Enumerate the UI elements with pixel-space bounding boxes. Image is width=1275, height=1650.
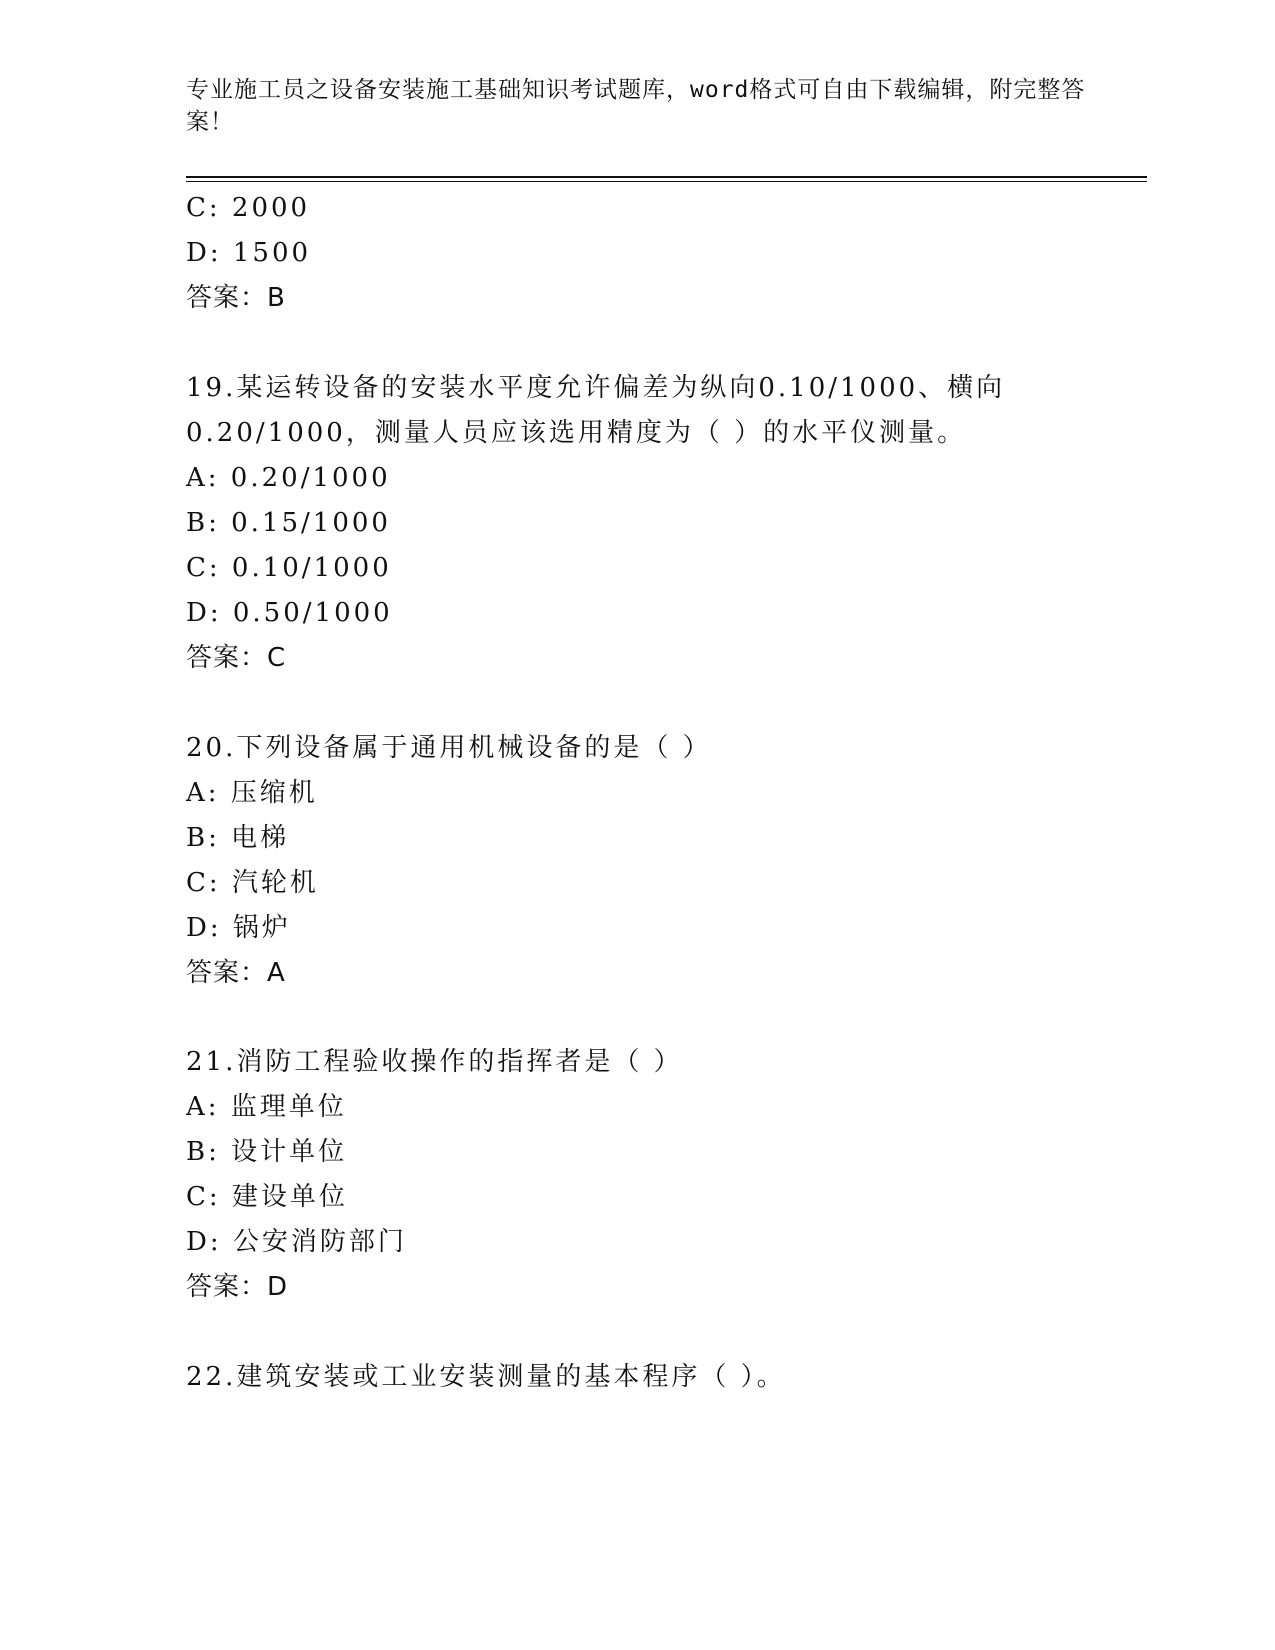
question-19-stem-line-2: 0.20/1000，测量人员应该选用精度为（ ）的水平仪测量。	[186, 418, 967, 448]
question-19-option-c: C: 0.10/1000	[186, 553, 392, 583]
question-21-option-d: D: 公安消防部门	[186, 1227, 407, 1257]
question-20-answer: 答案：A	[186, 958, 286, 988]
question-21-stem-line-1: 21.消防工程验收操作的指挥者是（ ）	[186, 1047, 683, 1077]
header-divider-thick	[186, 176, 1147, 178]
question-19-answer: 答案：C	[186, 643, 287, 673]
carryover-option-d: D: 1500	[186, 238, 312, 268]
question-21-answer: 答案：D	[186, 1272, 289, 1302]
question-19-option-a: A: 0.20/1000	[186, 463, 391, 493]
header-divider-thin	[186, 181, 1147, 182]
question-21-option-a: A: 监理单位	[186, 1092, 347, 1122]
question-20-option-b: B: 电梯	[186, 823, 290, 853]
carryover-option-c: C: 2000	[186, 193, 311, 223]
document-header: 专业施工员之设备安装施工基础知识考试题库，word格式可自由下载编辑，附完整答案！	[186, 77, 1086, 135]
question-20-option-c: C: 汽轮机	[186, 868, 319, 898]
question-21-option-c: C: 建设单位	[186, 1182, 348, 1212]
carryover-answer: 答案：B	[186, 283, 286, 313]
question-19-stem-line-1: 19.某运转设备的安装水平度允许偏差为纵向0.10/1000、横向	[186, 373, 1006, 403]
question-21-option-b: B: 设计单位	[186, 1137, 348, 1167]
question-22-stem-line-1: 22.建筑安装或工业安装测量的基本程序（ ）。	[186, 1362, 786, 1392]
question-20-option-d: D: 锅炉	[186, 913, 291, 943]
question-19-option-b: B: 0.15/1000	[186, 508, 391, 538]
question-19-option-d: D: 0.50/1000	[186, 598, 393, 628]
question-20-stem-line-1: 20.下列设备属于通用机械设备的是（ ）	[186, 733, 712, 763]
question-20-option-a: A: 压缩机	[186, 778, 318, 808]
